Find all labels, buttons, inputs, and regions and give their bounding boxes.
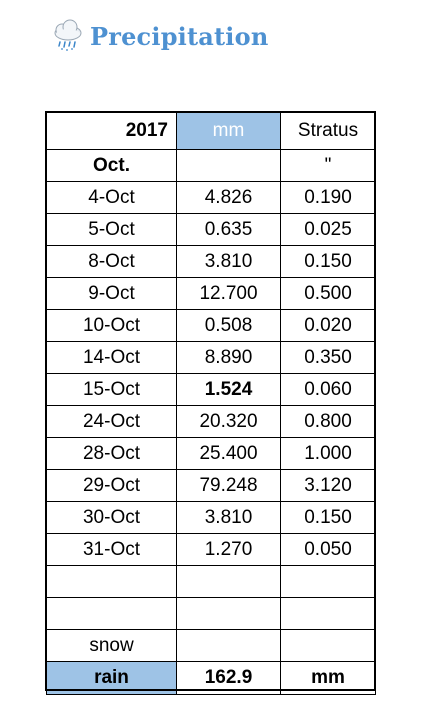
inch-cell[interactable]: 0.060 [281, 374, 376, 406]
inch-cell[interactable]: 0.350 [281, 342, 376, 374]
table-row [47, 470, 376, 502]
month-cell[interactable]: Oct. [47, 150, 177, 182]
table-row [47, 278, 376, 310]
blank-row [47, 566, 376, 598]
empty-cell[interactable] [281, 598, 376, 630]
date-cell[interactable]: 28-Oct [47, 438, 177, 470]
table-row [47, 534, 376, 566]
table-row [47, 374, 376, 406]
mm-cell[interactable]: 3.810 [177, 502, 281, 534]
inch-cell[interactable]: 0.150 [281, 246, 376, 278]
mm-cell[interactable]: 12.700 [177, 278, 281, 310]
inch-cell[interactable]: 0.190 [281, 182, 376, 214]
date-cell[interactable]: 30-Oct [47, 502, 177, 534]
inch-cell[interactable]: 0.500 [281, 278, 376, 310]
table-row [47, 214, 376, 246]
table-row [47, 246, 376, 278]
blank-row [47, 598, 376, 630]
inch-cell[interactable]: 0.150 [281, 502, 376, 534]
date-cell[interactable]: 31-Oct [47, 534, 177, 566]
empty-cell[interactable] [177, 566, 281, 598]
mm-cell[interactable]: 0.635 [177, 214, 281, 246]
inch-cell[interactable]: 0.020 [281, 310, 376, 342]
mm-cell[interactable]: 1.524 [177, 374, 281, 406]
date-cell[interactable]: 29-Oct [47, 470, 177, 502]
table-row [47, 310, 376, 342]
inch-cell[interactable]: 0.050 [281, 534, 376, 566]
date-cell[interactable]: 14-Oct [47, 342, 177, 374]
rain-cloud-icon [50, 18, 86, 54]
unit-header-cell[interactable]: mm [177, 113, 281, 150]
snow-label-cell[interactable]: snow [47, 630, 177, 662]
mm-cell[interactable]: 3.810 [177, 246, 281, 278]
mm-cell[interactable]: 1.270 [177, 534, 281, 566]
year-cell[interactable]: 2017 [47, 113, 177, 150]
inch-cell[interactable]: 0.025 [281, 214, 376, 246]
header-row [47, 113, 376, 150]
month-row [47, 150, 376, 182]
empty-cell[interactable] [281, 630, 376, 662]
rain-unit-cell[interactable]: mm [281, 662, 376, 695]
mm-cell[interactable]: 20.320 [177, 406, 281, 438]
empty-cell[interactable] [47, 566, 177, 598]
empty-cell[interactable] [281, 566, 376, 598]
source-header-cell[interactable]: Stratus [281, 113, 376, 150]
precipitation-table [46, 112, 376, 695]
table-row [47, 438, 376, 470]
mm-cell[interactable]: 4.826 [177, 182, 281, 214]
date-cell[interactable]: 15-Oct [47, 374, 177, 406]
mm-cell[interactable]: 8.890 [177, 342, 281, 374]
date-cell[interactable]: 24-Oct [47, 406, 177, 438]
inch-cell[interactable]: 3.120 [281, 470, 376, 502]
inch-cell[interactable]: 1.000 [281, 438, 376, 470]
rain-total-row [47, 662, 376, 695]
ditto-cell[interactable]: " [281, 150, 376, 182]
date-cell[interactable]: 8-Oct [47, 246, 177, 278]
date-cell[interactable]: 5-Oct [47, 214, 177, 246]
table-row [47, 182, 376, 214]
table-row [47, 502, 376, 534]
empty-cell[interactable] [177, 598, 281, 630]
table-row [47, 406, 376, 438]
mm-cell[interactable]: 0.508 [177, 310, 281, 342]
date-cell[interactable]: 10-Oct [47, 310, 177, 342]
empty-cell[interactable] [177, 150, 281, 182]
page-title: Precipitation [90, 21, 269, 51]
empty-cell[interactable] [47, 598, 177, 630]
inch-cell[interactable]: 0.800 [281, 406, 376, 438]
rain-total-cell[interactable]: 162.9 [177, 662, 281, 695]
mm-cell[interactable]: 79.248 [177, 470, 281, 502]
date-cell[interactable]: 9-Oct [47, 278, 177, 310]
table-row [47, 342, 376, 374]
rain-label-cell[interactable]: rain [47, 662, 177, 695]
snow-row [47, 630, 376, 662]
empty-cell[interactable] [177, 630, 281, 662]
mm-cell[interactable]: 25.400 [177, 438, 281, 470]
date-cell[interactable]: 4-Oct [47, 182, 177, 214]
page-header [50, 16, 269, 56]
